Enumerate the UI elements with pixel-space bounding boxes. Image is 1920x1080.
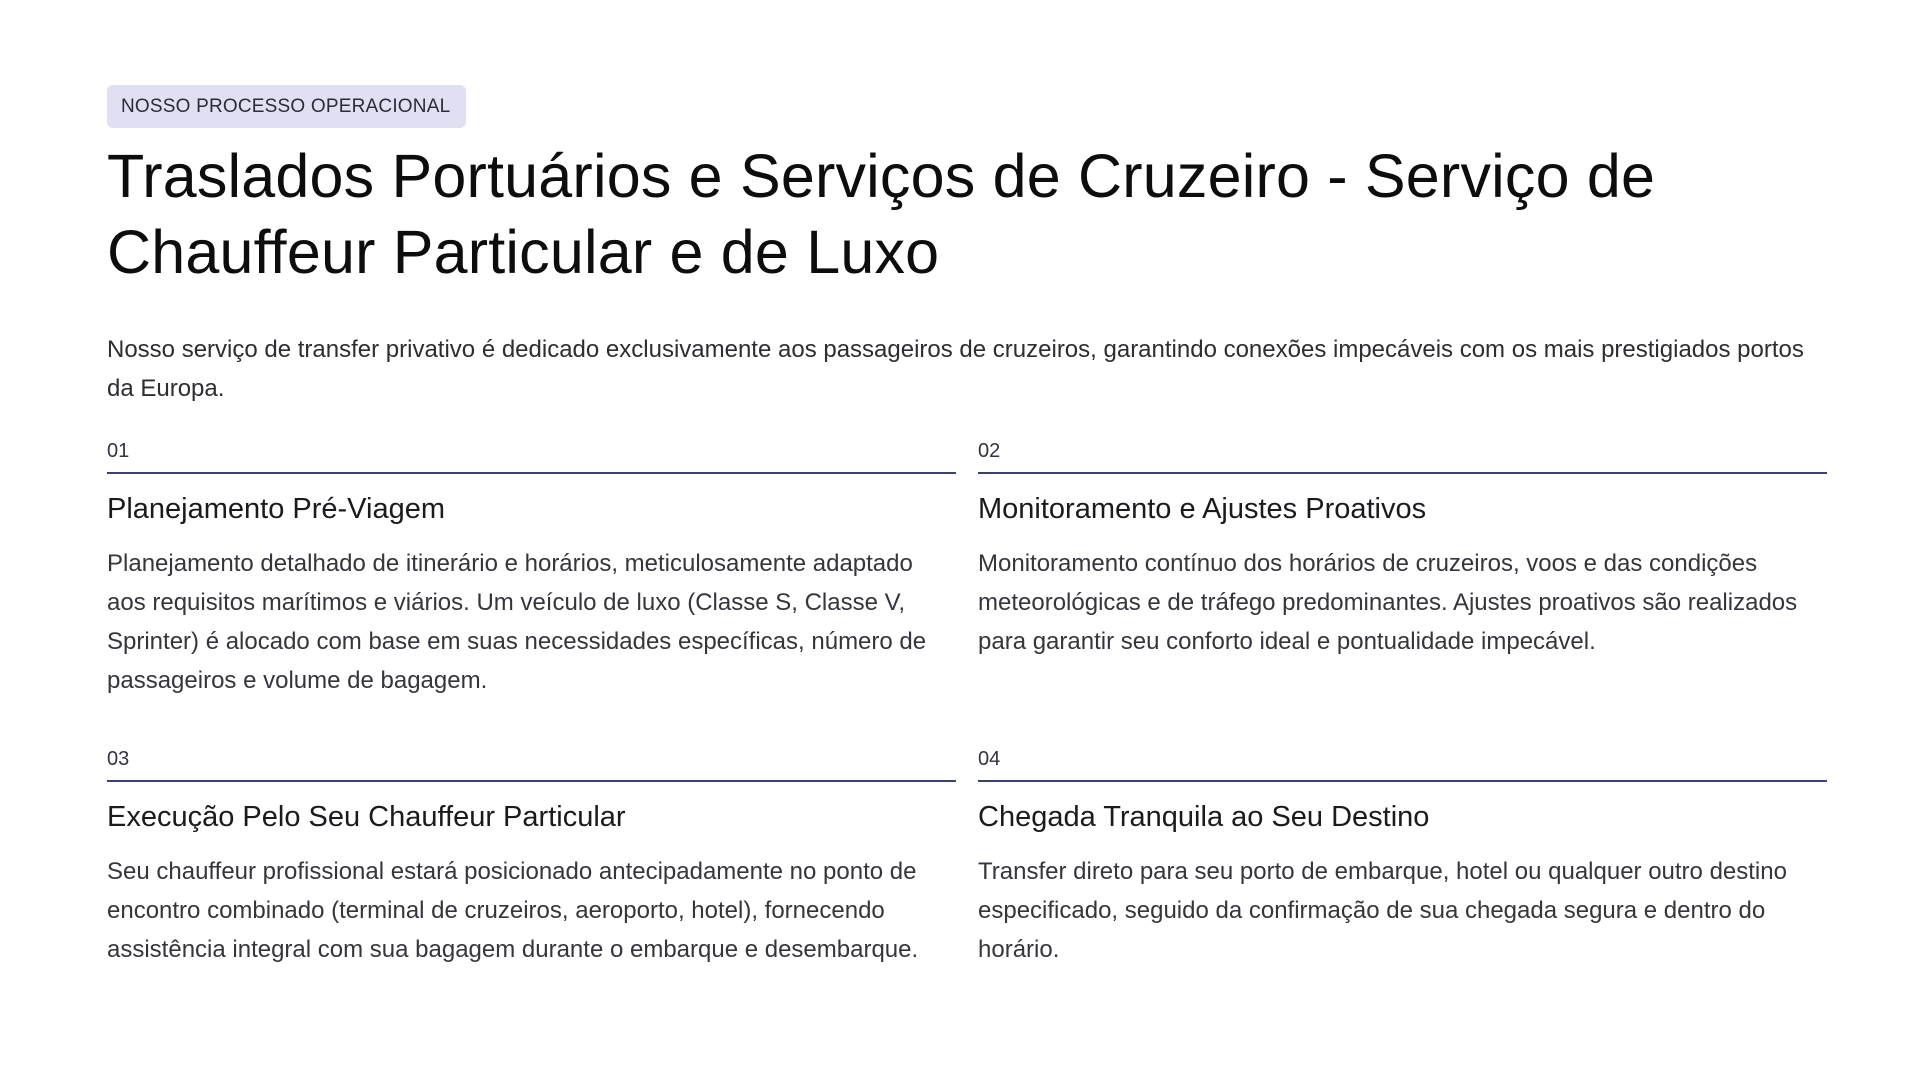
step-title: Monitoramento e Ajustes Proativos	[978, 493, 1427, 525]
step-number: 01	[107, 438, 956, 474]
process-steps-grid	[107, 438, 1813, 969]
step-title: Execução Pelo Seu Chauffeur Particular	[107, 801, 626, 833]
intro-paragraph: Nosso serviço de transfer privativo é dedicado exclusivamente aos passageiros de cruzeiros, garantindo conexões impecáveis com os mais prestigiados portos da Europa.	[107, 336, 1804, 402]
step-description: Transfer direto para seu porto de embarque, hotel ou qualquer outro destino especificado, seguido da confirmação de sua chegada segura e dentro do horário.	[978, 858, 1787, 963]
step-title: Planejamento Pré-Viagem	[107, 493, 445, 525]
process-step	[107, 438, 956, 700]
step-description: Monitoramento contínuo dos horários de cruzeiros, voos e das condições meteorológicas e de tráfego predominantes. Ajustes proativos são realizados para garantir seu conforto ideal e pontualidade impecável.	[978, 550, 1798, 655]
page-title: Traslados Portuários e Serviços de Cruzeiro - Serviço de Chauffeur Particular e de Luxo	[107, 142, 1656, 286]
step-description: Planejamento detalhado de itinerário e horários, meticulosamente adaptado aos requisitos marítimos e viários. Um veículo de luxo (Classe S, Classe V, Sprinter) é alocado com base em suas necessidades específicas, número de passageiros e volume de bagagem.	[107, 550, 927, 694]
step-title: Chegada Tranquila ao Seu Destino	[978, 801, 1430, 833]
process-step	[978, 746, 1827, 969]
step-number: 03	[107, 746, 956, 782]
step-number: 04	[978, 746, 1827, 782]
step-description: Seu chauffeur profissional estará posicionado antecipadamente no ponto de encontro combinado (terminal de cruzeiros, aeroporto, hotel), fornecendo assistência integral com sua bagagem durante o embarque e desembarque.	[107, 858, 919, 963]
step-number: 02	[978, 438, 1827, 474]
process-step	[107, 746, 956, 969]
section-eyebrow-badge: NOSSO PROCESSO OPERACIONAL	[107, 85, 466, 128]
process-step	[978, 438, 1827, 700]
